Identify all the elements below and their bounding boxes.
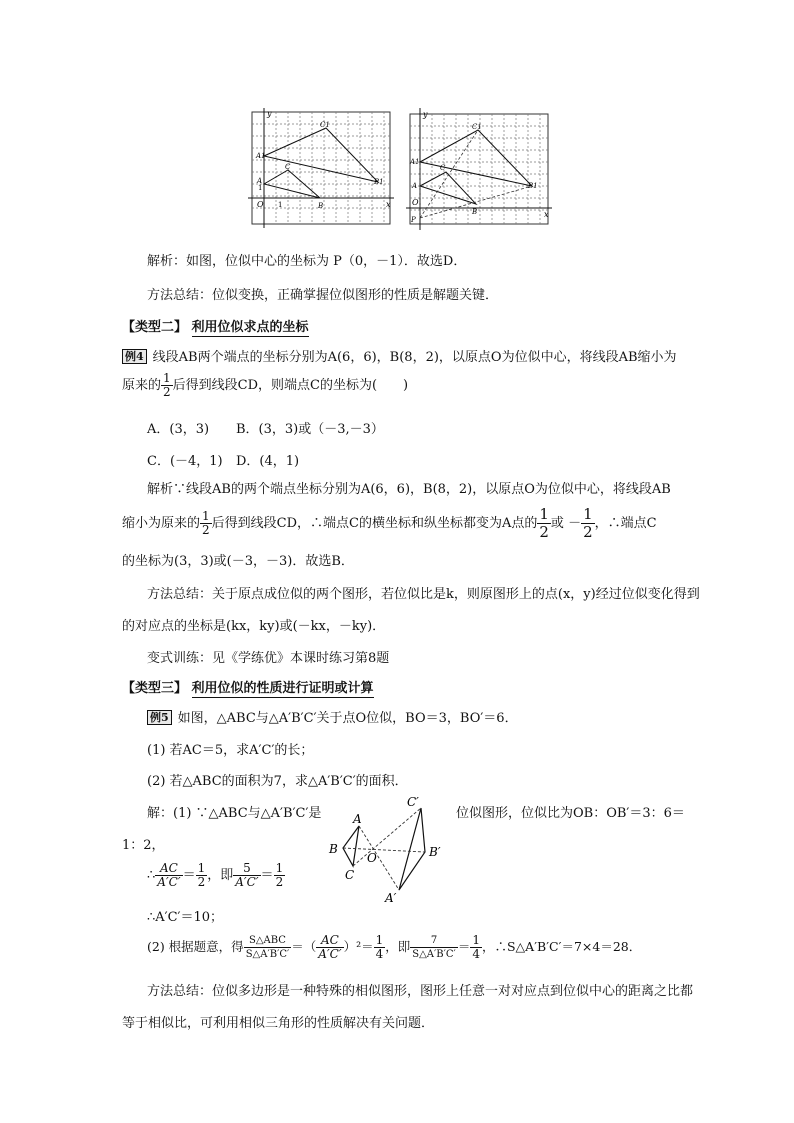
option-d: D．(4，1) [236,454,300,469]
solution4-line3: 的坐标为(3，3)或(－3，－3)．故选B． [122,554,354,569]
example4-text: 线段AB两个端点的坐标分别为A(6，6)，B(8，2)，以原点O为位似中心，将线段AB缩小为 [152,350,677,365]
option-a: A．(3，3) [147,422,210,437]
label-c-prime: C′ [407,796,419,809]
summary4-line1: 方法总结：关于原点成位似的两个图形，若位似比是k，则原图形上的点(x，y)经过位似变化得到 [147,587,700,602]
type3-heading [122,677,374,696]
label-b-prime: B′ [429,845,441,859]
point-p-label: P [411,216,416,224]
example4-line2 [122,372,408,399]
label-c: C [345,868,355,882]
solution4-line2: 缩小为原来的 $\frac{1}{2}$ 后得到线段CD，∴端点C的横坐标和纵坐标都变为A点的 $\frac{1}{2}$ 或 － $\frac{1}{2}$ ，∴端点C [122,505,657,541]
large-triangle-a1b1c1 [420,130,532,186]
example4-line2-post: 后得到线段CD，则端点C的坐标为( ) [172,378,409,393]
fraction-half-large: $\frac{1}{2}$ [539,505,549,541]
analysis-1: 解析：如图，位似中心的坐标为 P（0，－1）．故选D． [147,254,467,269]
label-c: C [285,163,291,171]
example5-line1 [147,707,518,726]
type2-heading [122,316,309,335]
type3-title: 利用位似的性质进行证明或计算 [191,681,374,696]
label-c1: C1 [320,121,330,129]
label-a1: A1 [410,158,420,166]
label-c: C [440,164,446,172]
label-a: A [412,182,418,190]
y-label: y [423,110,428,119]
type2-title: 利用位似求点的坐标 [191,320,309,335]
triangle-a2b2c2 [399,808,425,890]
fraction-one-half: $\frac{1}{2}$ [163,371,171,399]
solution5-line2: 1：2， [122,838,165,853]
label-c1: C1 [472,123,482,131]
label-a1: A1 [256,152,266,160]
example5-badge: 例5 [147,710,172,725]
coordinate-figure-2 [406,108,554,230]
x-label: x [386,200,391,209]
label-b1: B1 [528,182,538,190]
type2-bracket: 【类型二】 [122,320,188,335]
example5-q2: (2) 若△ABC的面积为7，求△A′B′C′的面积． [147,774,408,789]
example4-line1 [122,346,677,365]
option-b: B．(3，3)或（－3,－3） [236,422,384,437]
summary5-line2: 等于相似比，可利用相似三角形的性质解决有关问题． [122,1016,435,1031]
solution5-line3: ∴ $\frac{AC}{A'C'}$ ＝ $\frac{1}{2}$ ，即 $\frac{5}{A'C'}$ ＝ $\frac{1}{2}$ [147,861,284,889]
coordinate-figure-1 [248,108,396,228]
solution5-line1-right: 位似图形，位似比为OB：OB′＝3：6＝ [456,806,685,821]
fraction-half-small: $\frac{1}{2}$ [202,509,210,537]
type3-bracket: 【类型三】 [122,681,188,696]
summary4-line2: 的对应点的坐标是(kx，ky)或(－kx，－ky)． [122,619,386,634]
example5-q1: (1) 若AC＝5，求A′C′的长； [147,743,314,758]
solution5-line4: ∴A′C′＝10； [147,910,224,925]
example5-text: 如图，△ABC与△A′B′C′关于点O位似，BO＝3，BO′＝6． [177,711,518,726]
label-a-prime: A′ [385,891,397,905]
example4-line2-pre: 原来的 [122,378,162,393]
x-label: x [544,210,549,219]
example4-badge: 例4 [122,349,147,364]
variant-training: 变式训练：见《学练优》本课时练习第8题 [147,651,390,666]
triangle-abc [343,826,359,866]
origin-label: O [257,200,264,209]
solution4-line1: 解析∵线段AB的两个端点坐标分别为A(6，6)，B(8，2)，以原点O为位似中心，将线段AB [147,482,671,497]
solution5-line1-left: 解：(1) ∵△ABC与△A′B′C′是 [147,806,322,821]
one-y-label: 1 [258,184,263,192]
label-a: A [353,812,362,826]
summary5-line1: 方法总结：位似多边形是一种特殊的相似图形，图形上任意一对对应点到位似中心的距离之比都 [147,984,694,999]
solution5-line5: (2) 根据题意，得 $\frac{\text{S△ABC}}{S\triangle A'B'C'}$ ＝（ $\frac{AC}{A'C'}$ ）²＝ $\frac{1}{4}$ ，即 $\frac{7}{S\triangle A'B'C'}$ ＝ $\frac{1}{4}$ ，∴S△A′B′C′＝7×4＝28． [147,933,642,961]
label-b: B [472,208,478,216]
small-triangle-abc [420,172,476,204]
option-c: C．(－4，1) [147,454,223,469]
label-b: B [329,842,338,856]
label-b: B [318,202,324,210]
origin-label: O [412,198,419,207]
similar-triangles-figure [325,796,455,906]
one-x-label: 1 [278,201,283,209]
y-label: y [267,109,272,118]
label-o: O [367,851,377,865]
label-b1: B1 [374,178,384,186]
summary-1: 方法总结：位似变换，正确掌握位似图形的性质是解题关键． [147,288,499,303]
fraction-neg-half-large: $\frac{1}{2}$ [583,505,593,541]
label-a: A [257,177,263,185]
